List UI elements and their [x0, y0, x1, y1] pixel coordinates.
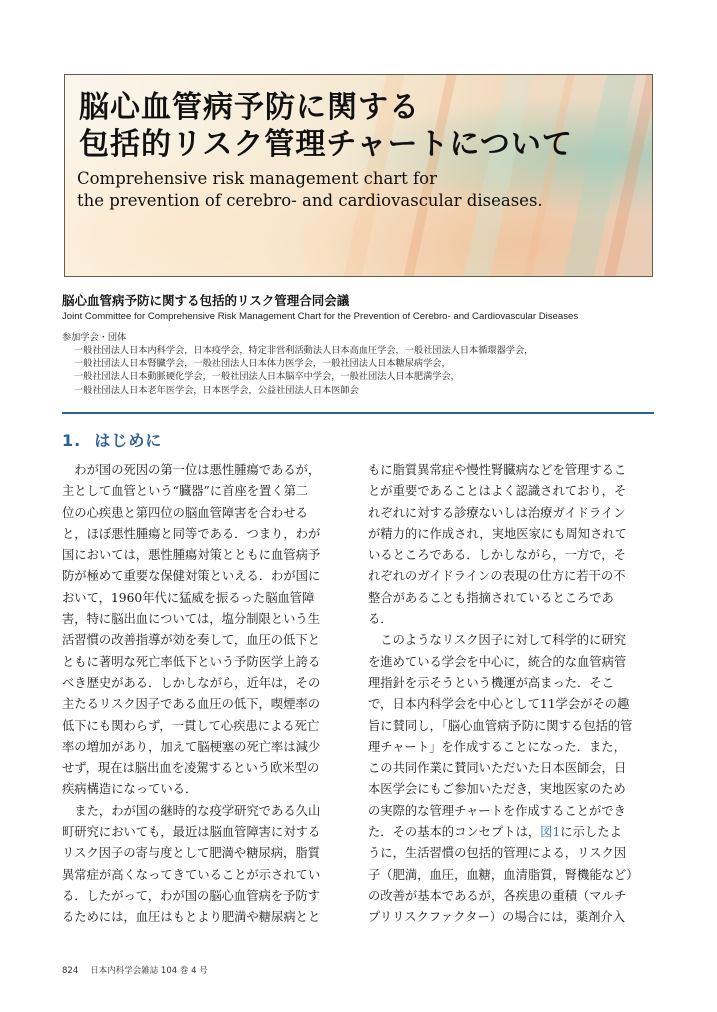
body-column-right	[368, 460, 656, 929]
committee-name-english: Joint Committee for Comprehensive Risk Management Chart for the Prevention of Cerebro- and Cardiovascular Diseases	[62, 311, 579, 322]
figure-1-link[interactable]: 図1	[540, 825, 561, 840]
text-line: 理チャート」を作成することになった．また，	[368, 739, 626, 754]
text-line: の実際的な管理チャートを作成することができ	[368, 803, 626, 818]
section-number: 1.	[62, 431, 82, 450]
text-line: の改善が基本であるが，各疾患の重積（マルチ	[368, 888, 627, 903]
member-line: 一般社団法人日本動脈硬化学会，一般社団法人日本脳卒中学会，一般社団法人日本肥満学会，	[74, 371, 460, 383]
committee-name: 脳心血管病予防に関する包括的リスク管理合同会議	[62, 293, 350, 308]
text-line: 疾病構造になっている．	[62, 782, 198, 797]
member-line: 一般社団法人日本腎臓学会，一般社団法人日本体力医学会，一般社団法人日本糖尿病学会，	[74, 358, 451, 370]
text-line: べき歴史がある．しかしながら，近年は，その	[62, 675, 321, 690]
text-line: 町研究においても，最近は脳血管障害に対する	[62, 825, 321, 840]
text-line: いるところである．しかしながら，一方で，そ	[368, 548, 626, 563]
text-line: る．	[368, 612, 393, 627]
text-line: 異常症が高くなってきていることが示されてい	[62, 867, 321, 882]
text-line: せず，現在は脳出血を凌駕するという欧米型の	[62, 761, 320, 776]
english-title-line: the prevention of cerebro- and cardiovascular diseases.	[77, 191, 543, 210]
text-line: 主たるリスク因子である血圧の低下，喫煙率の	[62, 697, 320, 712]
text-line: と，ほぼ悪性腫瘍と同等である．つまり，わが	[62, 526, 321, 541]
title-line: 脳心血管病予防に関する	[79, 90, 420, 125]
text-line: 率の増加があり，加えて脳梗塞の死亡率は減少	[62, 739, 321, 754]
text-line	[368, 822, 656, 843]
text-line: 活習慣の改善指導が効を奏して，血圧の低下と	[62, 633, 320, 648]
members-label: 参加学会・団体	[62, 332, 127, 343]
text-line: 整合があることも指摘されているところであ	[368, 590, 614, 605]
text-line: また，わが国の継時的な疫学研究である久山	[62, 803, 321, 818]
text-line: 旨に賛同し，「脳心血管病予防に関する包括的管	[368, 718, 633, 733]
section-divider	[62, 412, 654, 414]
text-line: ともに著明な死亡率低下という予防医学上誇る	[62, 654, 321, 669]
text-line: とが重要であることはよく認識されており，そ	[368, 484, 627, 499]
text-line: この共同作業に賛同いただいた日本医師会，日	[368, 761, 627, 776]
english-title	[77, 168, 543, 212]
text-line: るためには，血圧はもとより肥満や糖尿病とと	[62, 910, 321, 925]
member-line: 一般社団法人日本内科学会，日本疫学会，特定非営利活動法人日本高血圧学会，一般社団法人日本循環器学会，	[74, 345, 534, 356]
text-line: 低下にも関わらず，一貫して心疾患による死亡	[62, 718, 320, 733]
title-line: 包括的リスク管理チャートについて	[79, 127, 573, 162]
body-column-left	[62, 460, 350, 929]
text-line: 国においては，悪性腫瘍対策とともに血管病予	[62, 548, 321, 563]
page-number: 824	[62, 966, 79, 976]
text-line: うに，生活習慣の包括的管理による，リスク因	[368, 846, 626, 861]
member-line: 一般社団法人日本老年医学会，日本医学会，公益社団法人日本医師会	[74, 384, 359, 396]
section-title: はじめに	[94, 431, 163, 450]
text-line: おいて，1960年代に猛威を振るった脳血管障	[62, 590, 315, 605]
text-line: 理指針を示そうという機運が高まった．そこ	[368, 675, 614, 690]
text-line: る．したがって，わが国の脳心血管病を予防す	[62, 888, 320, 903]
text-line: 位の心疾患と第四位の脳血管障害を合わせる	[62, 505, 308, 520]
text-segment: た．その基本的コンセプトは，	[368, 825, 541, 840]
text-line: れぞれに対する診療ないしは治療ガイドライン	[368, 505, 626, 520]
text-segment: に示したよ	[560, 825, 622, 840]
text-line: を進めている学会を中心に，統合的な血管病管	[368, 654, 627, 669]
text-line: このようなリスク因子に対して科学的に研究	[368, 633, 626, 648]
text-line: で，日本内科学会を中心として11学会がその趣	[368, 697, 630, 712]
journal-name: 日本内科学会雑誌 104 巻 4 号	[90, 966, 208, 976]
title-banner	[64, 74, 653, 277]
text-line: もに脂質異常症や慢性腎臓病などを管理するこ	[368, 463, 627, 477]
member-list	[74, 344, 533, 397]
text-line: 害，特に脳出血については，塩分制限という生	[62, 612, 320, 627]
page-footer	[62, 964, 208, 976]
text-line: プリリスクファクター）の場合には，薬剤介入	[368, 910, 626, 925]
text-line: リスク因子の寄与度として肥満や糖尿病，脂質	[62, 846, 320, 861]
text-line: 子（肥満，血圧，血糖，血清脂質，腎機能など）	[368, 867, 639, 882]
text-line: 主として血管という“臓器”に首座を置く第二	[62, 484, 309, 499]
text-line: が精力的に作成され，実地医家にも周知されて	[368, 526, 627, 541]
page-title	[79, 89, 573, 163]
text-line: わが国の死因の第一位は悪性腫瘍であるが，	[62, 463, 321, 477]
text-line: 防が極めて重要な保健対策といえる．わが国に	[62, 569, 321, 584]
text-line: 本医学会にもご参加いただき，実地医家のため	[368, 782, 626, 797]
english-title-line: Comprehensive risk management chart for	[77, 169, 437, 188]
section-heading	[62, 428, 162, 451]
text-line: れぞれのガイドラインの表現の仕方に若干の不	[368, 569, 626, 584]
